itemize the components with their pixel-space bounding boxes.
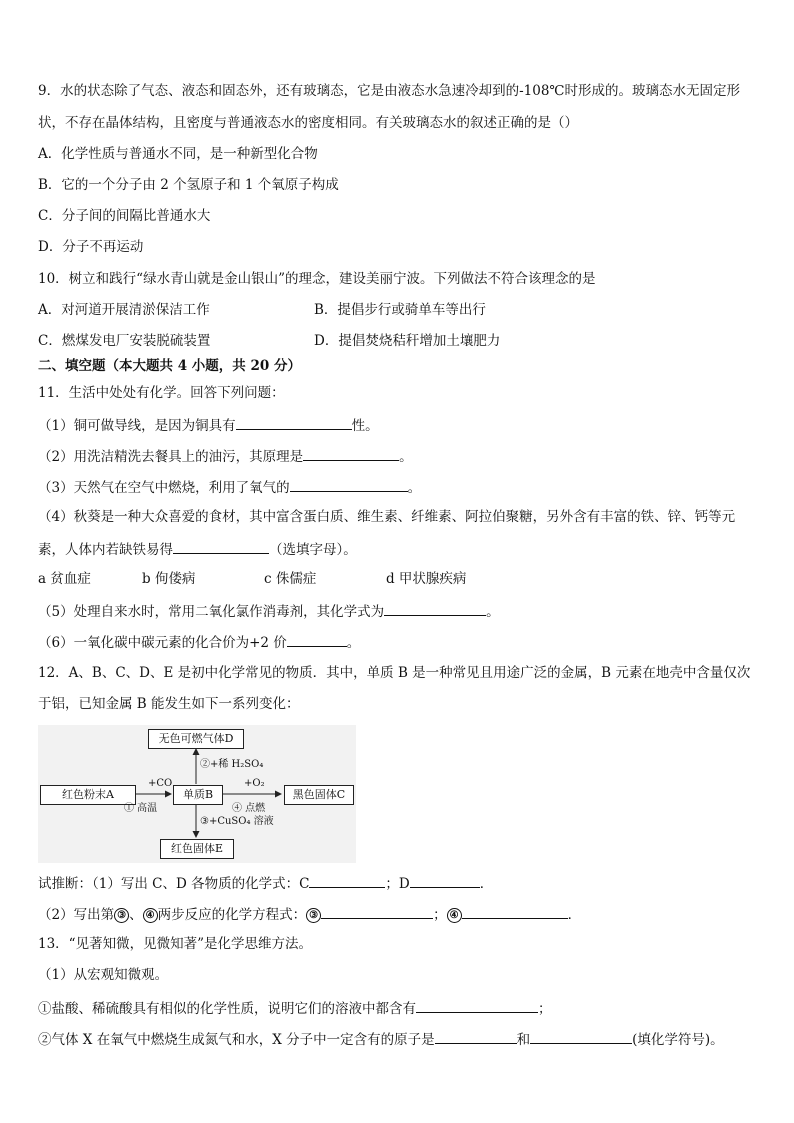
q11-part1-text: （1）铜可做导线，是因为铜具有 <box>38 418 236 434</box>
q13-sub1-end: ； <box>538 1001 552 1017</box>
q10-option-c: C．燃煤发电厂安装脱硫装置 <box>38 333 211 349</box>
q12-part2 <box>38 904 581 924</box>
q9-stem-line1: 9．水的状态除了气态、液态和固态外，还有玻璃态，它是由液态水急速冷却到的-108℃时形成的。玻璃态水无固定形 <box>38 83 741 99</box>
q13-sub2 <box>38 1029 724 1049</box>
step-4-marker: ④ <box>447 908 462 923</box>
step-3-marker: ③ <box>114 908 129 923</box>
q12-part1-sep: ；D <box>385 876 410 892</box>
q9-option-c: C．分子间的间隔比普通水大 <box>38 208 211 224</box>
q9-option-d: D．分子不再运动 <box>38 239 144 255</box>
q12-part2-semicolon: ； <box>433 907 447 923</box>
label-reaction4-reagent: +O₂ <box>244 778 265 789</box>
reaction-diagram <box>38 725 356 863</box>
label-reaction4-condition: ④ 点燃 <box>232 803 266 814</box>
answer-blank[interactable] <box>530 1029 632 1044</box>
q9-stem-line2: 状，不存在晶体结构，且密度与普通液态水的密度相同。有关玻璃态水的叙述正确的是（） <box>38 115 578 131</box>
q9-option-b: B．它的一个分子由 2 个氢原子和 1 个氧原子构成 <box>38 177 339 193</box>
answer-blank[interactable] <box>462 904 568 919</box>
answer-blank[interactable] <box>321 904 433 919</box>
choice-b: b 佝偻病 <box>142 571 196 587</box>
q11-part1 <box>38 415 379 435</box>
box-solid-e: 红色固体E <box>160 839 234 859</box>
q12-part1-text: 试推断：（1）写出 C、D 各物质的化学式：C <box>38 876 310 892</box>
box-solid-c: 黑色固体C <box>284 785 354 805</box>
q11-choices <box>38 570 466 588</box>
label-reaction3: ③+CuSO₄ 溶液 <box>200 816 274 827</box>
q13-sub2-and: 和 <box>516 1032 531 1048</box>
step-3-marker: ③ <box>306 908 321 923</box>
q13-sub2-end: (填化学符号)。 <box>632 1032 724 1048</box>
choice-a: a 贫血症 <box>38 571 91 587</box>
box-gas-d: 无色可燃气体D <box>148 729 244 749</box>
q10-stem: 10．树立和践行“绿水青山就是金山银山”的理念，建设美丽宁波。下列做法不符合该理念的是 <box>38 271 596 287</box>
q11-part4-line2 <box>38 539 357 559</box>
label-reaction1-reagent: +CO <box>148 778 173 789</box>
q13-sub1-text: ①盐酸、稀硫酸具有相似的化学性质，说明它们的溶液中都含有 <box>38 1001 416 1017</box>
answer-blank[interactable] <box>236 415 352 430</box>
q11-part5-suffix: 。 <box>486 604 500 620</box>
q11-part5 <box>38 601 500 621</box>
q11-part1-suffix: 性。 <box>351 418 379 434</box>
answer-blank[interactable] <box>287 632 347 647</box>
box-element-b: 单质B <box>173 785 223 805</box>
step-4-marker: ④ <box>143 908 158 923</box>
q11-part6-suffix: 。 <box>346 635 361 651</box>
choice-d: d 甲状腺疾病 <box>386 571 467 587</box>
q11-part4-suffix: （选填字母）。 <box>269 542 357 558</box>
q12-part2-text2: 两步反应的化学方程式： <box>157 907 307 923</box>
q13-part1: （1）从宏观知微观。 <box>38 967 169 983</box>
q11-part2-text: （2）用洗洁精洗去餐具上的油污，其原理是 <box>38 449 304 465</box>
answer-blank[interactable] <box>303 446 399 461</box>
q12-stem-line2: 于铝，已知金属 B 能发生如下一系列变化： <box>38 696 300 712</box>
answer-blank[interactable] <box>435 1029 517 1044</box>
q11-part3-suffix: 。 <box>407 480 422 496</box>
q12-part2-sep: 、 <box>129 907 143 923</box>
q11-part4-line1: （4）秋葵是一种大众喜爱的食材，其中富含蛋白质、维生素、纤维素、阿拉伯聚糖，另外含有丰富的铁、锌、钙等元 <box>38 509 736 525</box>
q11-part3 <box>38 477 421 497</box>
answer-blank[interactable] <box>173 539 269 554</box>
q10-option-a: A．对河道开展清淤保洁工作 <box>38 302 210 318</box>
q13-sub2-text: ②气体 X 在氧气中燃烧生成氮气和水，X 分子中一定含有的原子是 <box>38 1032 435 1048</box>
answer-blank[interactable] <box>290 477 408 492</box>
q11-part2-suffix: 。 <box>399 449 413 465</box>
q11-part5-text: （5）处理自来水时，常用二氧化氯作消毒剂，其化学式为 <box>38 604 385 620</box>
choice-c: c 侏儒症 <box>264 571 317 587</box>
q12-part2-end: ． <box>567 907 582 923</box>
q11-part4-text: 素，人体内若缺铁易得 <box>38 542 173 558</box>
box-powder-a: 红色粉末A <box>40 785 136 805</box>
q9-option-a: A．化学性质与普通水不同，是一种新型化合物 <box>38 146 318 162</box>
q11-part3-text: （3）天然气在空气中燃烧，利用了氧气的 <box>38 480 290 496</box>
q11-part2 <box>38 446 413 466</box>
q11-part6 <box>38 632 360 652</box>
q12-part1 <box>38 873 493 893</box>
label-reaction1-condition: ① 高温 <box>124 803 158 814</box>
q11-part6-text: （6）一氧化碳中碳元素的化合价为+2 价 <box>38 635 287 651</box>
answer-blank[interactable] <box>384 601 486 616</box>
q11-stem: 11．生活中处处有化学。回答下列问题： <box>38 385 285 401</box>
section-heading: 二、填空题（本大题共 4 小题，共 20 分） <box>38 358 301 374</box>
label-reaction2: ②+稀 H₂SO₄ <box>200 759 264 770</box>
q12-part1-end: ． <box>479 876 494 892</box>
q13-sub1 <box>38 998 552 1018</box>
answer-blank[interactable] <box>309 873 385 888</box>
q13-stem: 13．“见著知微，见微知著”是化学思维方法。 <box>38 936 312 952</box>
answer-blank[interactable] <box>410 873 480 888</box>
q10-option-b: B．提倡步行或骑单车等出行 <box>314 302 486 318</box>
q12-stem-line1: 12．A、B、C、D、E 是初中化学常见的物质．其中，单质 B 是一种常见且用途广泛的金属，B 元素在地壳中含量仅次 <box>38 665 751 681</box>
answer-blank[interactable] <box>416 998 538 1013</box>
q12-part2-text: （2）写出第 <box>38 907 115 923</box>
q10-option-d: D．提倡焚烧秸秆增加土壤肥力 <box>314 333 501 349</box>
